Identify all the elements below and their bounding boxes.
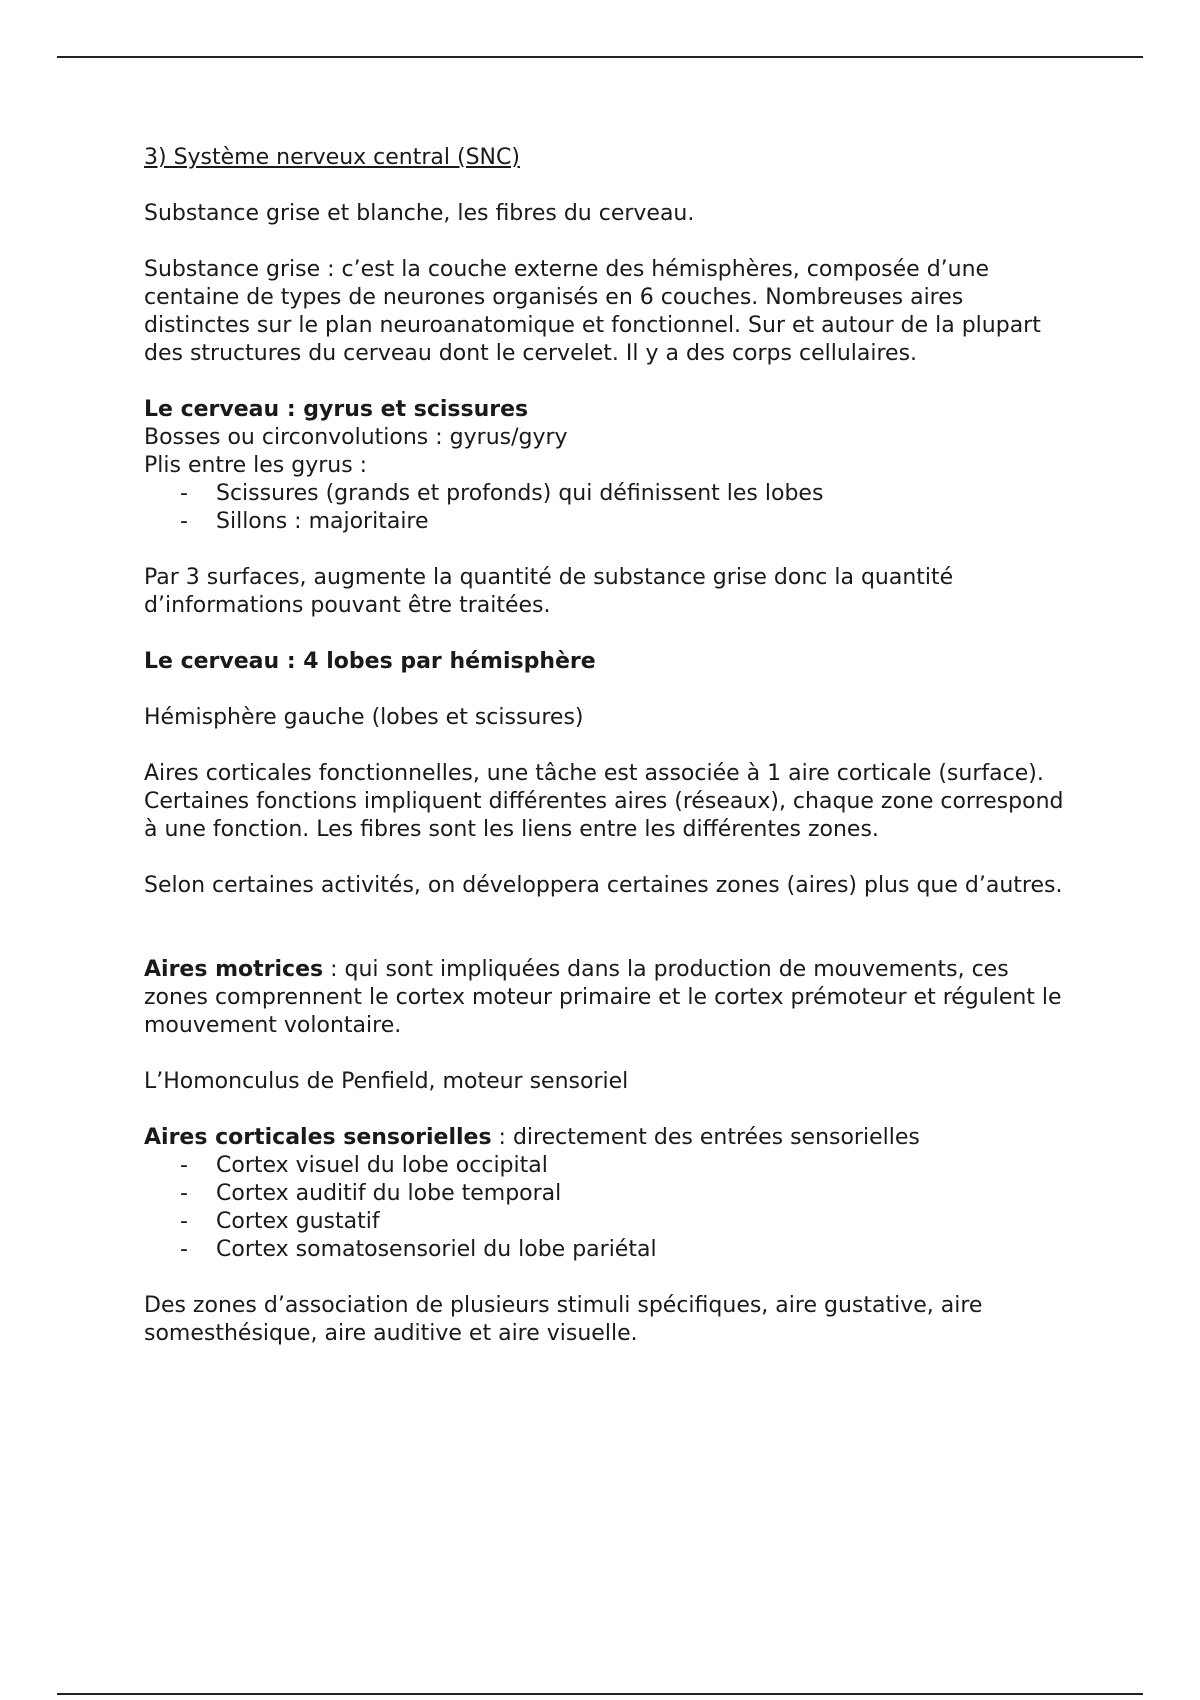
paragraph-aires-motrices bbox=[144, 956, 1074, 1040]
dash-bullet: - bbox=[180, 1153, 188, 1178]
list-item-text: Sillons : majoritaire bbox=[216, 509, 429, 534]
aires-sensorielles-text: : directement des entrées sensorielles bbox=[491, 1125, 920, 1150]
list-item bbox=[144, 1180, 1074, 1208]
heading-gyrus: Le cerveau : gyrus et scissures bbox=[144, 397, 529, 422]
gyrus-line-1: Bosses ou circonvolutions : gyrus/gyry bbox=[144, 425, 568, 450]
aires-motrices-text: : qui sont impliquées dans la production de mouvements, ces zones comprennent le cortex moteur primaire et le cortex prémoteur et régulent le mouvement volontaire. bbox=[144, 957, 1062, 1038]
gyrus-line-2: Plis entre les gyrus : bbox=[144, 453, 368, 478]
aires-motrices-term: Aires motrices bbox=[144, 957, 324, 982]
dash-bullet: - bbox=[180, 1181, 188, 1206]
dash-bullet: - bbox=[180, 481, 188, 506]
paragraph-hemisphere: Hémisphère gauche (lobes et scissures) bbox=[144, 705, 584, 730]
list-item-text: Cortex visuel du lobe occipital bbox=[216, 1153, 548, 1178]
paragraph-surfaces: Par 3 surfaces, augmente la quantité de substance grise donc la quantité d’informations pouvant être traitées. bbox=[144, 565, 954, 618]
paragraph-substance-grise: Substance grise : c’est la couche externe des hémisphères, composée d’une centaine de types de neurones organisés en 6 couches. Nombreuses aires distinctes sur le plan neuroanatomique et fonctionnel. Sur et autour de la plupart des structures du cerveau dont le cervelet. Il y a des corps cellulaires. bbox=[144, 257, 1041, 366]
list-item bbox=[144, 1236, 1074, 1264]
list-item bbox=[144, 1208, 1074, 1236]
list-item bbox=[144, 480, 1074, 508]
paragraph-aires-fonctionnelles: Aires corticales fonctionnelles, une tâche est associée à 1 aire corticale (surface). Certaines fonctions impliquent différentes aires (réseaux), chaque zone correspond à une fonction. Les fibres sont les liens entre les différentes zones. bbox=[144, 761, 1064, 842]
list-item bbox=[144, 1152, 1074, 1180]
sensorielles-list bbox=[144, 1152, 1074, 1264]
heading-lobes: Le cerveau : 4 lobes par hémisphère bbox=[144, 649, 596, 674]
list-item-text: Scissures (grands et profonds) qui définissent les lobes bbox=[216, 481, 824, 506]
dash-bullet: - bbox=[180, 509, 188, 534]
list-item-text: Cortex somatosensoriel du lobe pariétal bbox=[216, 1237, 657, 1262]
list-item-text: Cortex auditif du lobe temporal bbox=[216, 1181, 562, 1206]
footer-rule bbox=[57, 1693, 1143, 1695]
paragraph-homonculus: L’Homonculus de Penfield, moteur sensoriel bbox=[144, 1069, 629, 1094]
paragraph-association: Des zones d’association de plusieurs stimuli spécifiques, aire gustative, aire somesthésique, aire auditive et aire visuelle. bbox=[144, 1293, 983, 1346]
list-item-text: Cortex gustatif bbox=[216, 1209, 380, 1234]
paragraph-activites: Selon certaines activités, on développera certaines zones (aires) plus que d’autres. bbox=[144, 873, 1063, 898]
aires-sensorielles-term: Aires corticales sensorielles bbox=[144, 1125, 492, 1150]
list-item bbox=[144, 508, 1074, 536]
paragraph-substance: Substance grise et blanche, les fibres du cerveau. bbox=[144, 201, 695, 226]
dash-bullet: - bbox=[180, 1209, 188, 1234]
section-title: 3) Système nerveux central (SNC) bbox=[144, 145, 520, 170]
header-rule bbox=[57, 56, 1143, 58]
document-body bbox=[144, 144, 1074, 1348]
dash-bullet: - bbox=[180, 1237, 188, 1262]
plis-list bbox=[144, 480, 1074, 536]
paragraph-aires-sensorielles bbox=[144, 1124, 1074, 1152]
